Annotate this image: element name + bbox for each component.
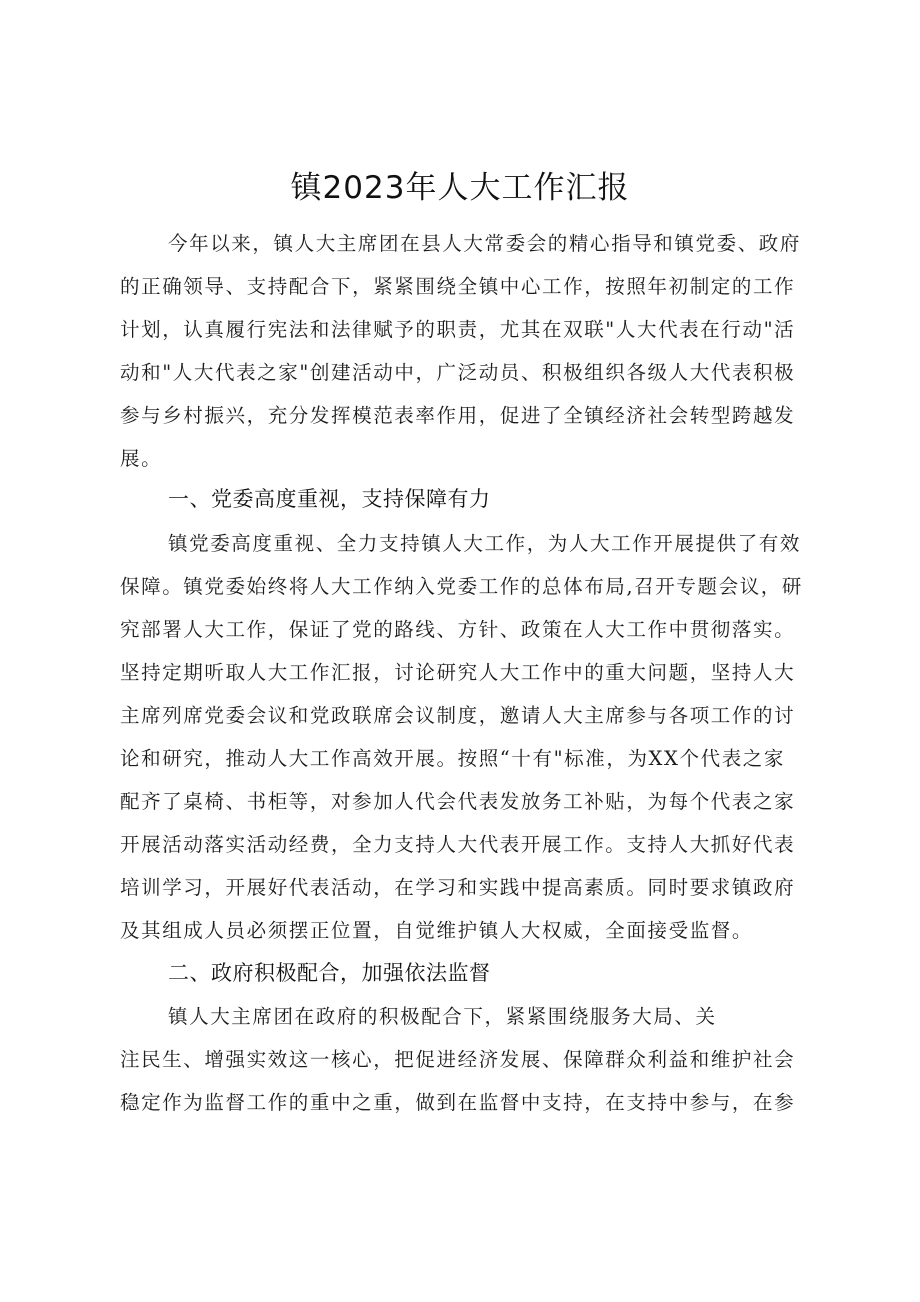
section-1-paragraph <box>120 522 815 952</box>
paragraph-line: 坚持定期听取人大工作汇报，讨论研究人大工作中的重大问题，坚持人大 <box>120 661 796 684</box>
paragraph-line: 稳定作为监督工作的重中之重，做到在监督中支持，在支持中参与，在参 <box>120 1091 796 1114</box>
paragraph-line: 注民生、增强实效这一核心，把促进经济发展、保障群众利益和维护社会 <box>120 1048 796 1071</box>
paragraph-line: 保障。镇党委始终将人大工作纳入党委工作的总体布局,召开专题会议，研 <box>120 575 803 598</box>
paragraph-line: 配齐了桌椅、书柜等，对参加人代会代表发放务工补贴，为每个代表之家 <box>120 790 796 813</box>
paragraph-line: 究部署人大工作，保证了党的路线、方针、政策在人大工作中贯彻落实。 <box>120 618 796 641</box>
intro-paragraph <box>120 222 815 480</box>
paragraph-line: 今年以来，镇人大主席团在县人大常委会的精心指导和镇党委、政府 <box>168 232 802 255</box>
paragraph-line: 及其组成人员必须摆正位置，自觉维护镇人大权威，全面接受监督。 <box>120 919 754 942</box>
paragraph-line: 参与乡村振兴，充分发挥模范表率作用，促进了全镇经济社会转型跨越发 <box>120 404 796 427</box>
section-heading-2: 二、政府积极配合，加强依法监督 <box>168 961 491 985</box>
paragraph-line: 展。 <box>120 447 163 470</box>
paragraph-line: 开展活动落实活动经费，全力支持人大代表开展工作。支持人大抓好代表 <box>120 833 796 856</box>
paragraph-line: 的正确领导、支持配合下，紧紧围绕全镇中心工作，按照年初制定的工作 <box>120 275 796 298</box>
section-heading-1: 一、党委高度重视，支持保障有力 <box>168 487 491 511</box>
paragraph-line: 动和"人大代表之家"创建活动中，广泛动员、积极组织各级人大代表积极 <box>120 361 796 384</box>
paragraph-line: 镇人大主席团在政府的积极配合下，紧紧围绕服务大局、关 <box>168 1005 717 1028</box>
paragraph-line: 镇党委高度重视、全力支持镇人大工作，为人大工作开展提供了有效 <box>168 532 802 555</box>
section-2-paragraph <box>120 995 815 1124</box>
paragraph-line: 计划，认真履行宪法和法律赋予的职责，尤其在双联"人大代表在行动"活 <box>120 318 796 341</box>
paragraph-line: 培训学习，开展好代表活动，在学习和实践中提高素质。同时要求镇政府 <box>120 876 796 899</box>
paragraph-line: 主席列席党委会议和党政联席会议制度，邀请人大主席参与各项工作的讨 <box>120 704 796 727</box>
document-title: 镇2023年人大工作汇报 <box>290 170 630 206</box>
paragraph-line: 论和研究，推动人大工作高效开展。按照“十有"标准，为XX个代表之家 <box>120 747 786 770</box>
